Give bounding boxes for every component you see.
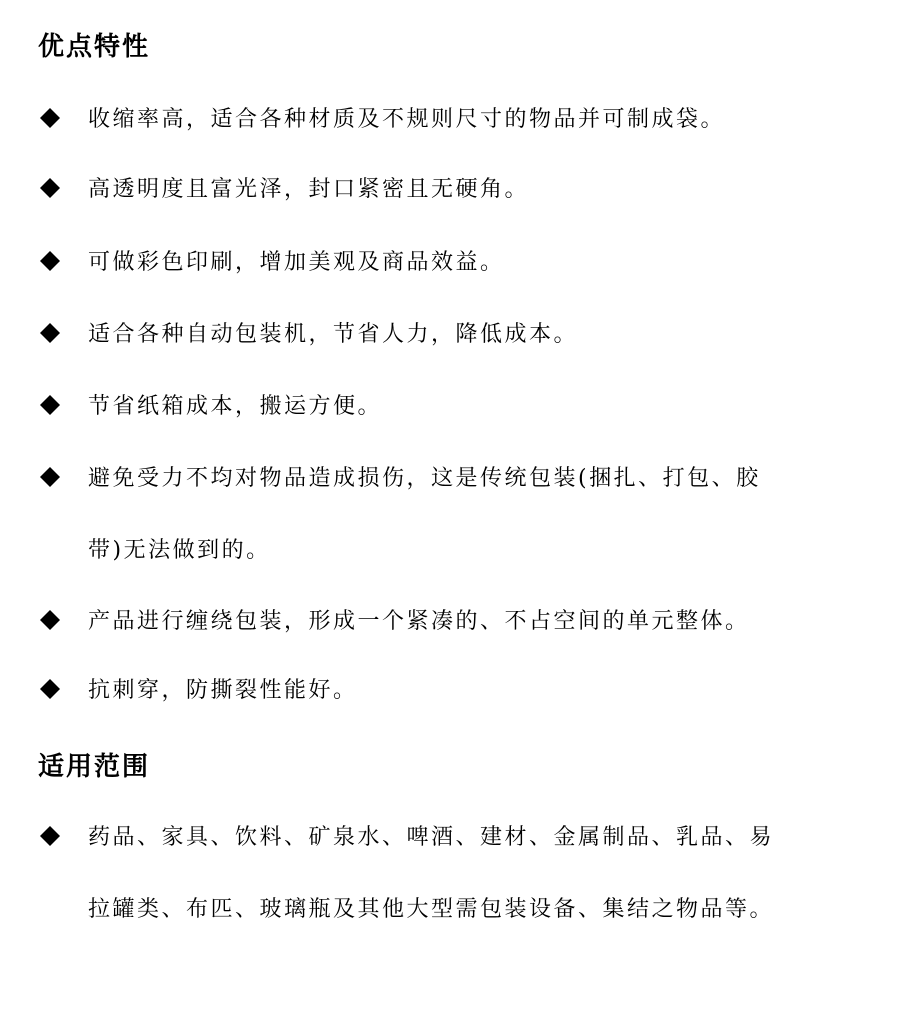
section-applications-title: 适用范围	[38, 752, 151, 782]
list-item-text: 适合各种自动包装机，节省人力，降低成本。	[88, 322, 579, 347]
diamond-icon	[40, 395, 60, 415]
list-item-text: 可做彩色印刷，增加美观及商品效益。	[88, 250, 505, 275]
list-item-text: 产品进行缠绕包装，形成一个紧凑的、不占空间的单元整体。	[88, 609, 750, 634]
list-item-text-continued: 拉罐类、布匹、玻璃瓶及其他大型需包装设备、集结之物品等。	[88, 897, 775, 922]
list-item-text: 避免受力不均对物品造成损伤，这是传统包装(捆扎、打包、胶	[88, 466, 761, 491]
diamond-icon	[40, 826, 60, 846]
diamond-icon	[40, 251, 60, 271]
diamond-icon	[40, 108, 60, 128]
list-item-text: 节省纸箱成本，搬运方便。	[88, 394, 383, 419]
diamond-icon	[40, 323, 60, 343]
list-item-text: 抗刺穿，防撕裂性能好。	[88, 678, 358, 703]
list-item-text-continued: 带)无法做到的。	[88, 538, 271, 563]
list-item-text: 收缩率高，适合各种材质及不规则尺寸的物品并可制成袋。	[88, 107, 726, 132]
diamond-icon	[40, 467, 60, 487]
list-item-text: 药品、家具、饮料、矿泉水、啤酒、建材、金属制品、乳品、易	[88, 825, 775, 850]
list-item-text: 高透明度且富光泽，封口紧密且无硬角。	[88, 177, 530, 202]
diamond-icon	[40, 679, 60, 699]
diamond-icon	[40, 610, 60, 630]
diamond-icon	[40, 178, 60, 198]
section-advantages-title: 优点特性	[38, 32, 151, 62]
